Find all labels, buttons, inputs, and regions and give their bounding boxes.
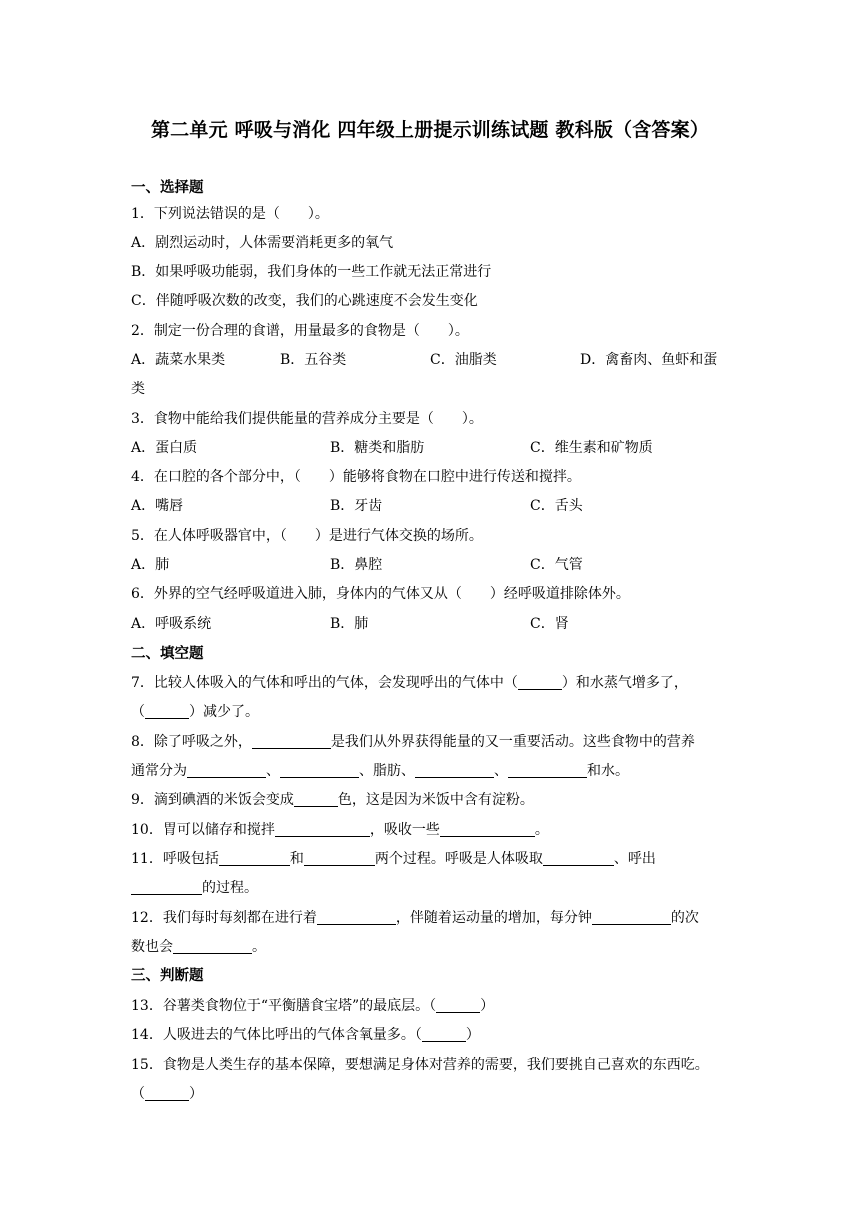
question-15-text-2: （ xyxy=(131,1086,145,1102)
question-12-text-4: 数也会 xyxy=(131,939,173,955)
question-2-option-a: A．蔬菜水果类 xyxy=(131,352,226,368)
section-heading-choice: 一、选择题 xyxy=(131,180,204,196)
question-1-option-a: A．剧烈运动时，人体需要消耗更多的氧气 xyxy=(131,235,394,251)
question-8-text-2: 是我们从外界获得能量的又一重要活动。这些食物中的营养 xyxy=(330,734,695,750)
question-11-line-1 xyxy=(131,849,656,869)
question-14 xyxy=(131,1025,480,1045)
question-1-option-c: C．伴随呼吸次数的改变，我们的心跳速度不会发生变化 xyxy=(131,293,478,309)
question-11-text-1: 11．呼吸包括 xyxy=(131,851,219,867)
question-8-text-6: 、 xyxy=(494,763,508,779)
question-8-text-7: 和水。 xyxy=(587,763,629,779)
question-13 xyxy=(131,996,494,1016)
section-heading-fill-in: 二、填空题 xyxy=(131,646,204,662)
question-14-text-1: 14．人吸进去的气体比呼出的气体含氧量多。（ xyxy=(131,1027,422,1043)
answer-blank[interactable] xyxy=(440,820,535,837)
question-2-option-d: D．禽畜肉、鱼虾和蛋 xyxy=(580,352,718,368)
question-11-line-2 xyxy=(131,878,258,898)
question-4-option-c: C．舌头 xyxy=(530,498,583,514)
question-1-stem: 1．下列说法错误的是（ ）。 xyxy=(131,206,329,222)
answer-blank[interactable] xyxy=(317,908,396,925)
answer-blank[interactable] xyxy=(294,790,338,807)
question-11-text-4: 、呼出 xyxy=(613,851,656,867)
question-7-text-1: 7．比较人体吸入的气体和呼出的气体，会发现呼出的气体中（ xyxy=(131,675,518,691)
page-title: 第二单元 呼吸与消化 四年级上册提示训练试题 教科版（含答案） xyxy=(150,119,710,141)
answer-blank[interactable] xyxy=(592,908,671,925)
question-7-line-1 xyxy=(131,673,688,693)
question-2-option-d-continued: 类 xyxy=(131,381,145,397)
question-8-text-4: 、 xyxy=(266,763,280,779)
answer-blank[interactable] xyxy=(187,761,266,778)
question-10-text-1: 10．胃可以储存和搅拌 xyxy=(131,822,275,838)
answer-blank[interactable] xyxy=(304,849,375,866)
question-13-text-1: 13．谷薯类食物位于“平衡膳食宝塔”的最底层。（ xyxy=(131,998,437,1014)
question-12-text-5: 。 xyxy=(252,939,266,955)
question-5-stem: 5．在人体呼吸器官中，（ ）是进行气体交换的场所。 xyxy=(131,528,483,544)
question-12-text-1: 12．我们每时每刻都在进行着 xyxy=(131,910,317,926)
question-12-line-1 xyxy=(131,908,699,928)
answer-blank[interactable] xyxy=(508,761,587,778)
question-14-text-2: ） xyxy=(465,1027,480,1043)
answer-blank[interactable] xyxy=(173,937,252,954)
question-7-text-4: ）减少了。 xyxy=(189,704,259,720)
question-3-option-b: B．糖类和脂肪 xyxy=(330,440,425,456)
question-8-text-5: 、脂肪、 xyxy=(359,763,415,779)
question-9-text-2: 色，这是因为米饭中含有淀粉。 xyxy=(337,792,534,808)
question-2-stem: 2．制定一份合理的食谱，用量最多的食物是（ ）。 xyxy=(131,323,469,339)
answer-blank[interactable] xyxy=(275,820,370,837)
question-9-text-1: 9．滴到碘酒的米饭会变成 xyxy=(131,792,294,808)
question-11-text-5: 的过程。 xyxy=(202,880,258,896)
section-heading-true-false: 三、判断题 xyxy=(131,968,204,984)
question-12-text-3: 的次 xyxy=(670,910,699,926)
question-11-text-2: 和 xyxy=(289,851,304,867)
question-2-option-b: B．五谷类 xyxy=(280,352,347,368)
question-4-stem: 4．在口腔的各个部分中，（ ）能够将食物在口腔中进行传送和搅拌。 xyxy=(131,469,581,485)
question-3-stem: 3．食物中能给我们提供能量的营养成分主要是（ ）。 xyxy=(131,411,483,427)
question-8-text-1: 8．除了呼吸之外， xyxy=(131,734,252,750)
question-4-option-b: B．牙齿 xyxy=(330,498,383,514)
question-6-stem: 6．外界的空气经呼吸道进入肺，身体内的气体又从（ ）经呼吸道排除体外。 xyxy=(131,586,630,602)
answer-blank[interactable] xyxy=(145,702,189,719)
question-6-option-a: A．呼吸系统 xyxy=(131,616,212,632)
answer-blank[interactable] xyxy=(280,761,359,778)
question-7-line-2 xyxy=(131,702,259,722)
question-3-option-a: A．蛋白质 xyxy=(131,440,198,456)
answer-blank[interactable] xyxy=(436,996,480,1013)
question-8-line-1 xyxy=(131,732,695,752)
answer-blank[interactable] xyxy=(543,849,614,866)
question-6-option-b: B．肺 xyxy=(330,616,369,632)
question-15-text-3: ） xyxy=(189,1086,203,1102)
question-4-option-a: A．嘴唇 xyxy=(131,498,184,514)
answer-blank[interactable] xyxy=(415,761,494,778)
question-11-text-3: 两个过程。呼吸是人体吸取 xyxy=(374,851,543,867)
question-13-text-2: ） xyxy=(480,998,495,1014)
question-6-option-c: C．肾 xyxy=(530,616,569,632)
question-5-option-a: A．肺 xyxy=(131,557,170,573)
answer-blank[interactable] xyxy=(252,732,331,749)
question-2-option-c: C．油脂类 xyxy=(430,352,497,368)
answer-blank[interactable] xyxy=(131,878,202,895)
question-9 xyxy=(131,790,534,810)
question-10-text-2: ，吸收一些 xyxy=(369,822,440,838)
question-7-text-2: ）和水蒸气增多了， xyxy=(561,675,688,691)
answer-blank[interactable] xyxy=(219,849,290,866)
question-1-option-b: B．如果呼吸功能弱，我们身体的一些工作就无法正常进行 xyxy=(131,264,492,280)
answer-blank[interactable] xyxy=(145,1084,189,1101)
answer-blank[interactable] xyxy=(422,1025,466,1042)
question-15-line-2 xyxy=(131,1084,203,1104)
question-10-text-3: 。 xyxy=(534,822,549,838)
question-3-option-c: C．维生素和矿物质 xyxy=(530,440,653,456)
question-10 xyxy=(131,820,549,840)
question-5-option-c: C．气管 xyxy=(530,557,583,573)
question-12-line-2 xyxy=(131,937,266,957)
question-8-line-2 xyxy=(131,761,629,781)
question-15-line-1: 15．食物是人类生存的基本保障，要想满足身体对营养的需要，我们要挑自己喜欢的东西吃。 xyxy=(131,1057,709,1073)
question-5-option-b: B．鼻腔 xyxy=(330,557,383,573)
question-12-text-2: ，伴随着运动量的增加，每分钟 xyxy=(395,910,592,926)
question-7-text-3: （ xyxy=(131,704,145,720)
question-8-text-3: 通常分为 xyxy=(131,763,187,779)
answer-blank[interactable] xyxy=(518,673,562,690)
